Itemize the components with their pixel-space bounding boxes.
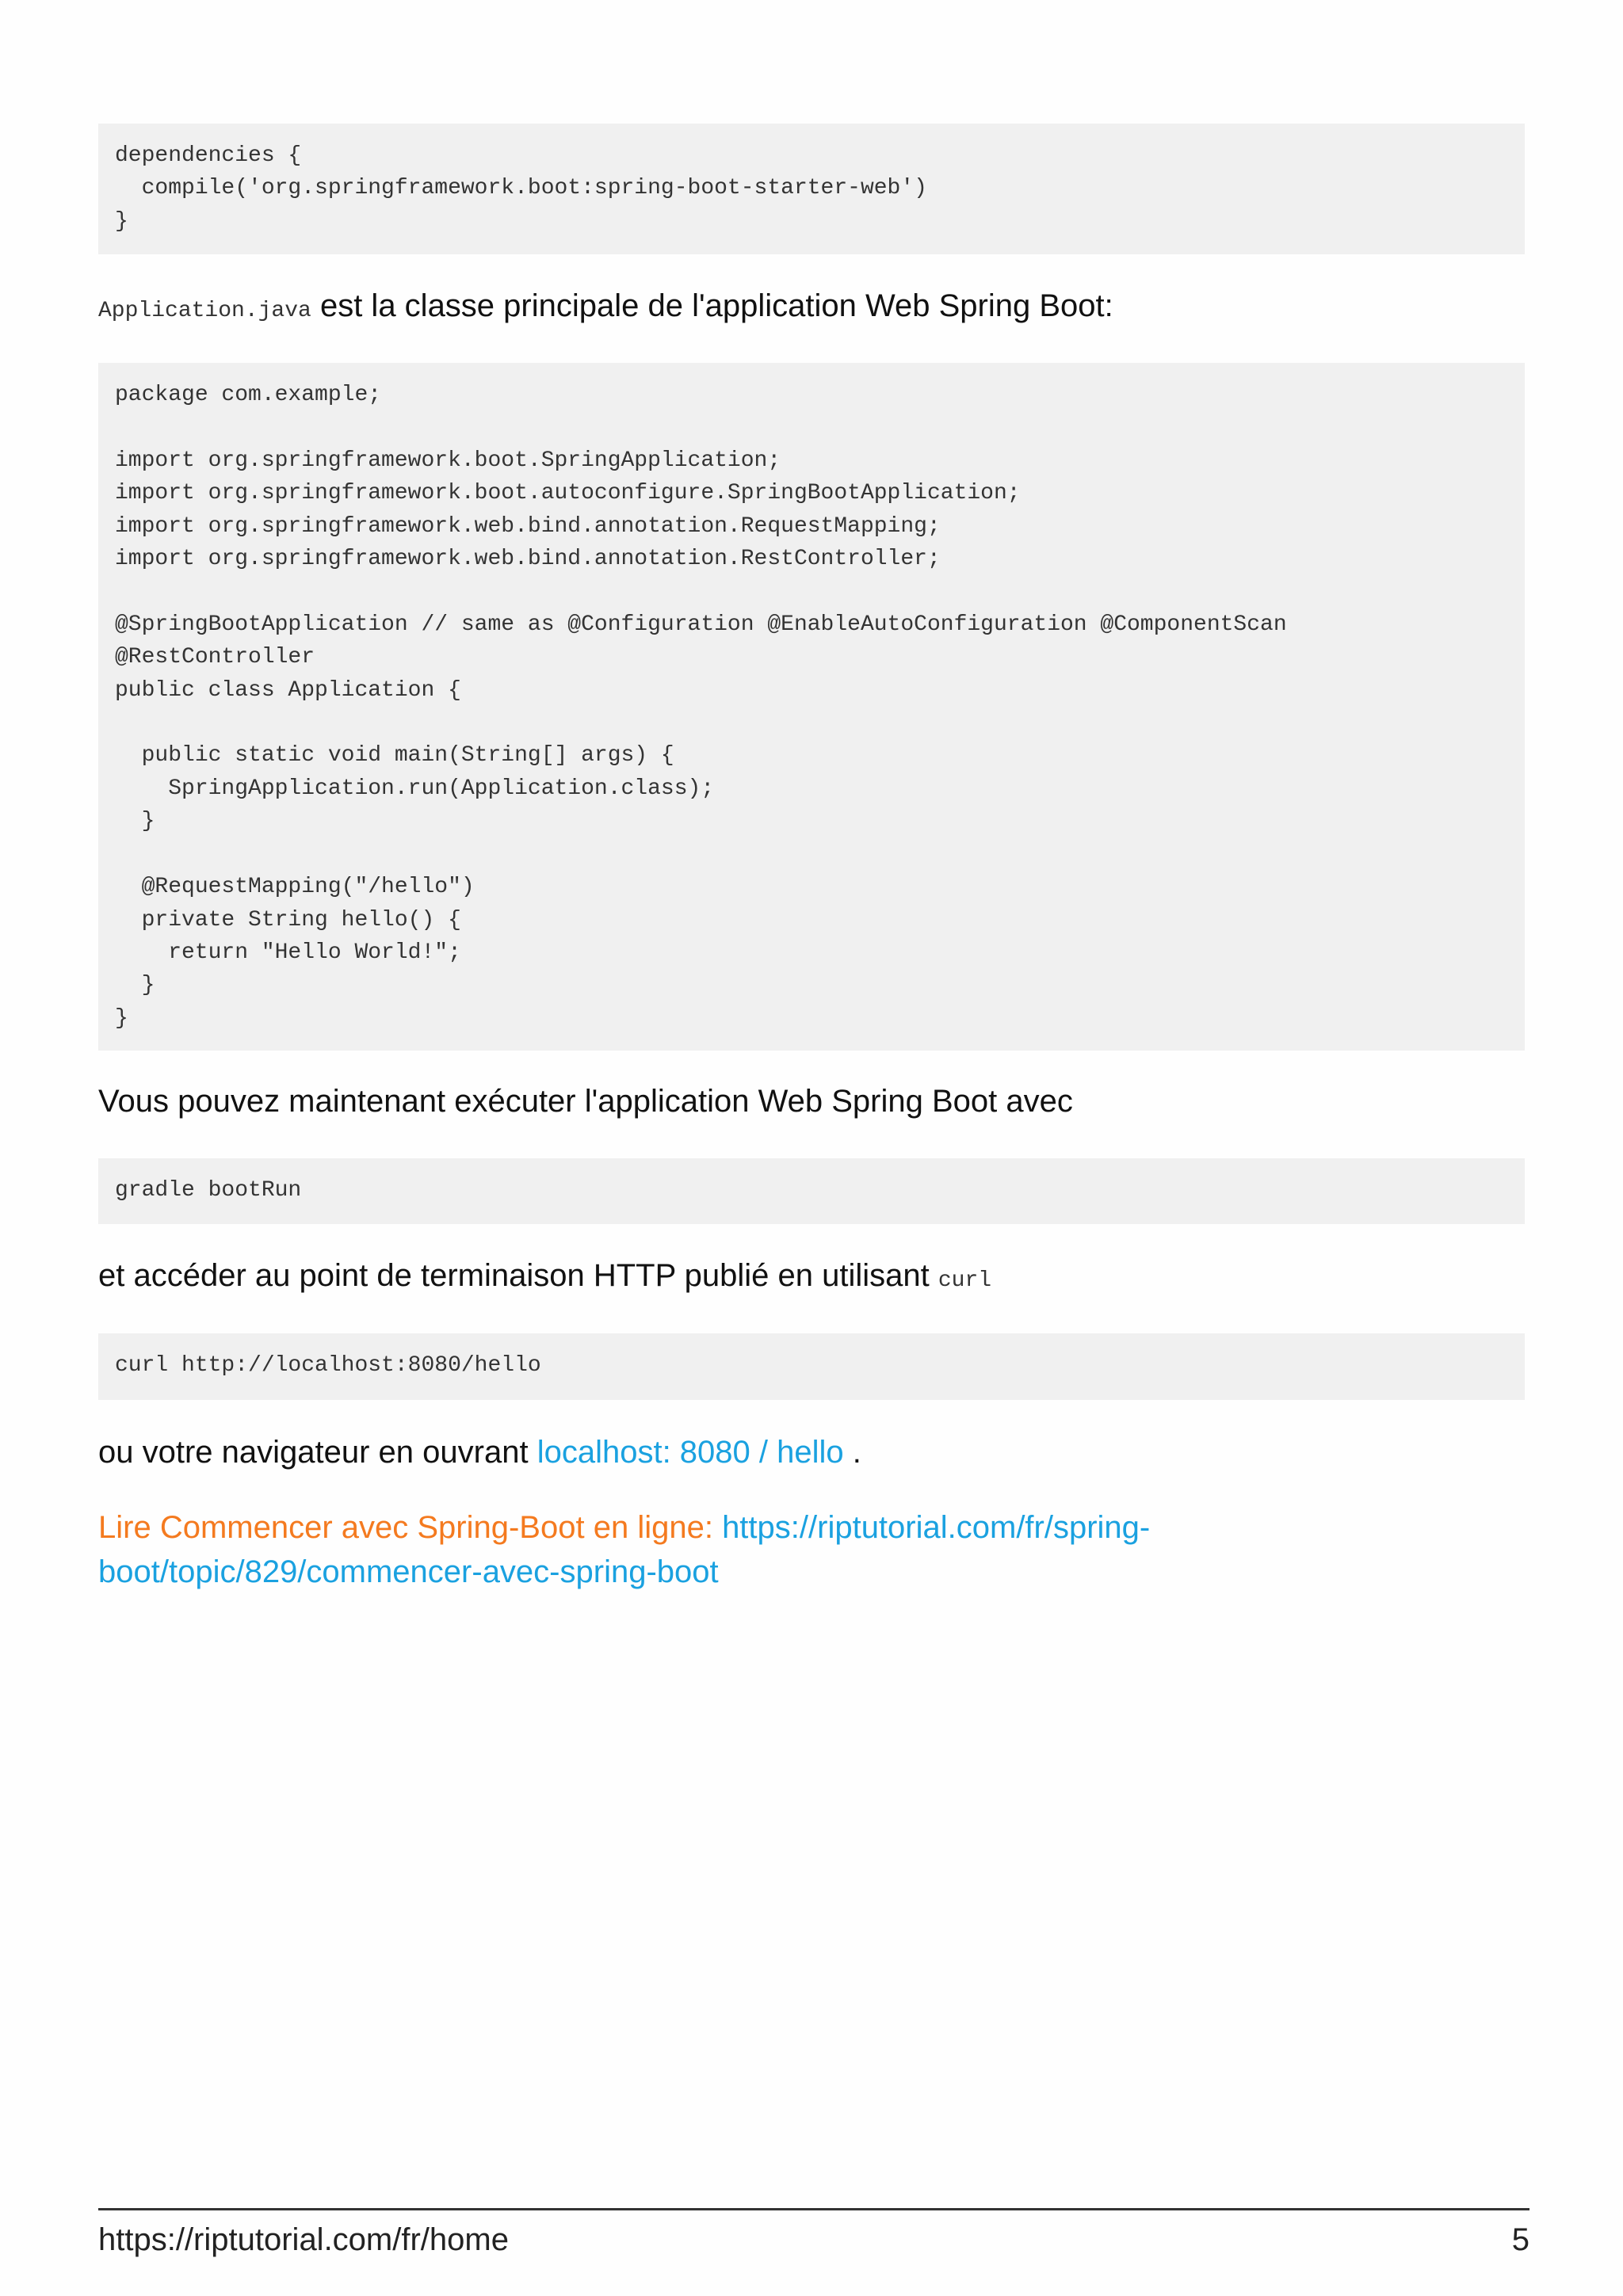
paragraph-browser	[98, 1430, 1525, 1474]
paragraph-browser-end: .	[843, 1435, 861, 1470]
read-online-link[interactable]: https://riptutorial.com/fr/spring-boot/topic/829/commencer-avec-spring-boot	[98, 1510, 1151, 1589]
paragraph-run-app: Vous pouvez maintenant exécuter l'application Web Spring Boot avec	[98, 1084, 1073, 1119]
page-footer	[98, 2208, 1529, 2257]
localhost-link[interactable]: localhost: 8080 / hello	[537, 1435, 844, 1470]
paragraph-application-java	[98, 284, 1525, 334]
code-block-gradle-bootrun: gradle bootRun	[98, 1158, 1525, 1224]
code-block-curl-command: curl http://localhost:8080/hello	[98, 1333, 1525, 1400]
code-block-dependencies: dependencies { compile('org.springframework.boot:spring-boot-starter-web') }	[98, 124, 1525, 254]
footer-url: https://riptutorial.com/fr/home	[98, 2222, 509, 2257]
paragraph-read-online	[98, 1505, 1335, 1594]
inline-code-curl: curl	[938, 1268, 992, 1293]
paragraph-curl	[98, 1253, 1525, 1303]
inline-code-application-java: Application.java	[98, 299, 311, 323]
paragraph-browser-text: ou votre navigateur en ouvrant	[98, 1435, 537, 1470]
code-block-application-java: package com.example; import org.springframework.boot.SpringApplication; import org.springframework.boot.autoconfigure.SpringBootApplication; import org.springframework.web.bind.annotation.RequestMapping; import org.springframework.web.bind.annotation.RestController; @SpringBootApplication // same as @Configuration @EnableAutoConfiguration @ComponentScan @RestController public class Application { public static void main(String[] args) { SpringApplication.run(Application.class); } @RequestMapping("/hello") private String hello() { return "Hello World!"; } }	[98, 363, 1525, 1051]
paragraph-curl-text: et accéder au point de terminaison HTTP publié en utilisant	[98, 1258, 938, 1293]
page-number: 5	[1511, 2222, 1529, 2257]
paragraph-application-java-text: est la classe principale de l'application Web Spring Boot:	[311, 288, 1113, 323]
read-online-prefix: Lire Commencer avec Spring-Boot en ligne:	[98, 1510, 723, 1545]
